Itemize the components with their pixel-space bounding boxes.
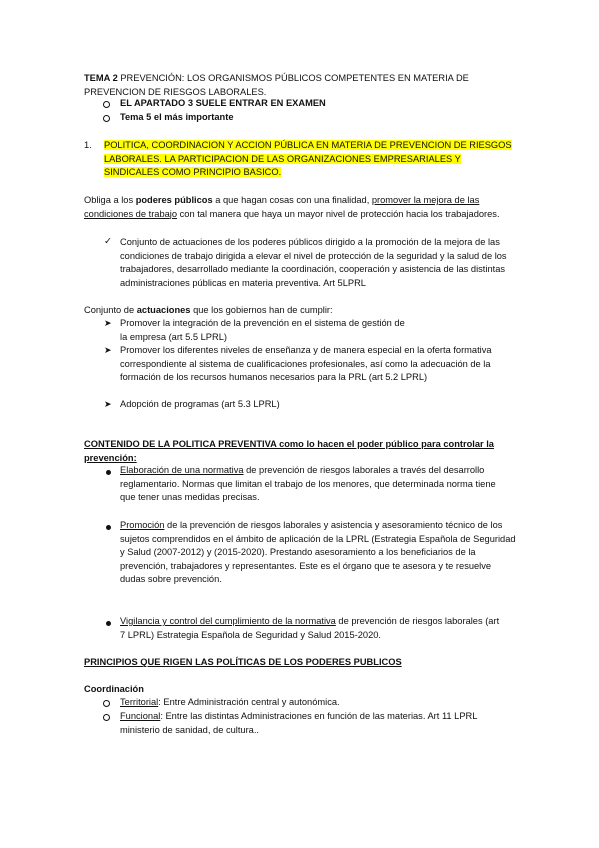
hollow-circle-bullet-icon (103, 698, 110, 712)
hollow-circle-bullet-icon (103, 712, 110, 726)
para2-text: Conjunto de (84, 305, 137, 315)
para1-underline: promover la mejora de las condiciones de trabajo (84, 195, 480, 219)
document-title (84, 72, 504, 99)
coordinacion-term: Territorial (120, 697, 159, 707)
actions-paragraph (84, 304, 518, 318)
title-text: PREVENCIÓN: LOS ORGANISMOS PÚBLICOS COMPETENTES EN MATERIA DE PREVENCION DE RIESGOS LABORALES. (84, 73, 469, 97)
filled-circle-bullet-icon (106, 466, 111, 480)
para1-text: a que hagan cosas con una finalidad, (212, 195, 372, 205)
action-item: Promover la integración de la prevención en el sistema de gestión de la empresa (art 5.5 LPRL) (120, 318, 405, 342)
contenido-heading: CONTENIDO DE LA POLITICA PREVENTIVA como lo hacen el poder público para controlar la prevención: (84, 439, 494, 463)
arrowhead-icon: ➤ (104, 345, 112, 355)
hollow-circle-bullet-icon (103, 99, 110, 113)
contenido-term: Promoción (120, 520, 165, 530)
hollow-circle-bullet-icon (103, 113, 110, 127)
para2-bold: actuaciones (136, 305, 191, 315)
arrowhead-icon: ➤ (104, 399, 112, 409)
coordinacion-text: : Entre Administración central y autonómica. (158, 697, 340, 707)
arrowhead-icon: ➤ (104, 318, 112, 328)
note-item: Tema 5 el más importante (120, 112, 234, 122)
para1-text: Obliga a los (84, 195, 136, 205)
contenido-text: de la prevención de riesgos laborales y asistencia y asesoramiento técnico de los sujetos comprendidos en el ámbito de aplicación de la LPRL (Estrategia Española de Seguridad y Salud (2007-2012) y (2015-2020). Prestando asesoramiento a los beneficiarios de la prevención, trabajadores y representantes. Este es el órgano que te asesora y te resuelve dudas sobre prevención. (120, 520, 516, 584)
intro-paragraph (84, 194, 518, 221)
contenido-term: Elaboración de una normativa (120, 465, 244, 475)
section1-heading (104, 139, 514, 180)
check-item: Conjunto de actuaciones de los poderes públicos dirigido a la promoción de la mejora de las condiciones de trabajo dirigida a elevar el nivel de protección de la seguridad y la salud de los trabajadores, desarrollado mediante la coordinación, cooperación y asistencia de las distintas administraciones públicas en materia preventiva. Art 5LPRL (120, 237, 507, 288)
contenido-text: de prevención de riesgos laborales a través del desarrollo reglamentario. Normas que limitan el trabajo de los menores, que determinada norma tiene que tener unas medidas precisas. (120, 465, 496, 502)
filled-circle-bullet-icon (106, 521, 111, 535)
contenido-item (120, 519, 518, 587)
coordinacion-text: : Entre las distintas Administraciones en función de las materias. Art 11 LPRL ministerio de sanidad, de cultura.. (120, 711, 478, 735)
contenido-text: de prevención de riesgos laborales (art 7 LPRL) Estrategia Española de Seguridad y Salud 2015-2020. (120, 616, 500, 640)
note-item: EL APARTADO 3 SUELE ENTRAR EN EXAMEN (120, 98, 326, 108)
contenido-term: Vigilancia y control del cumplimiento de la normativa (120, 616, 336, 626)
filled-circle-bullet-icon (106, 617, 111, 631)
coordinacion-term: Funcional (120, 711, 161, 721)
para1-text: con tal manera que haya un mayor nivel de protección hacia los trabajadores. (177, 208, 500, 219)
section1-heading-text: POLITICA, COORDINACION Y ACCION PÚBLICA EN MATERIA DE PREVENCION DE RIESGOS LABORALES. LA PARTICIPACION DE LAS ORGANIZACIONES EMPRESARIALES Y SINDICALES COMO PRINCIPIO BASICO. (104, 140, 512, 177)
contenido-item (120, 464, 510, 505)
para1-bold: poderes públicos (135, 195, 213, 205)
title-prefix: TEMA 2 (84, 73, 118, 83)
coordinacion-item (120, 710, 518, 737)
coordinacion-item (120, 696, 520, 710)
coordinacion-heading: Coordinación (84, 684, 144, 694)
section1-number: 1. (84, 140, 92, 150)
action-item: Adopción de programas (art 5.3 LPRL) (120, 399, 280, 409)
contenido-item (120, 615, 500, 642)
principios-heading: PRINCIPIOS QUE RIGEN LAS POLÍTICAS DE LOS PODERES PUBLICOS (84, 657, 402, 667)
action-item: Promover los diferentes niveles de enseñanza y de manera especial en la oferta formativa correspondiente al sistema de cualificaciones profesionales, así como la adecuación de la formación de los recursos humanos necesarios para la PRL (art 5.2 LPRL) (120, 345, 492, 382)
checkmark-icon: ✓ (104, 236, 112, 246)
para2-text: que los gobiernos han de cumplir: (190, 305, 333, 315)
